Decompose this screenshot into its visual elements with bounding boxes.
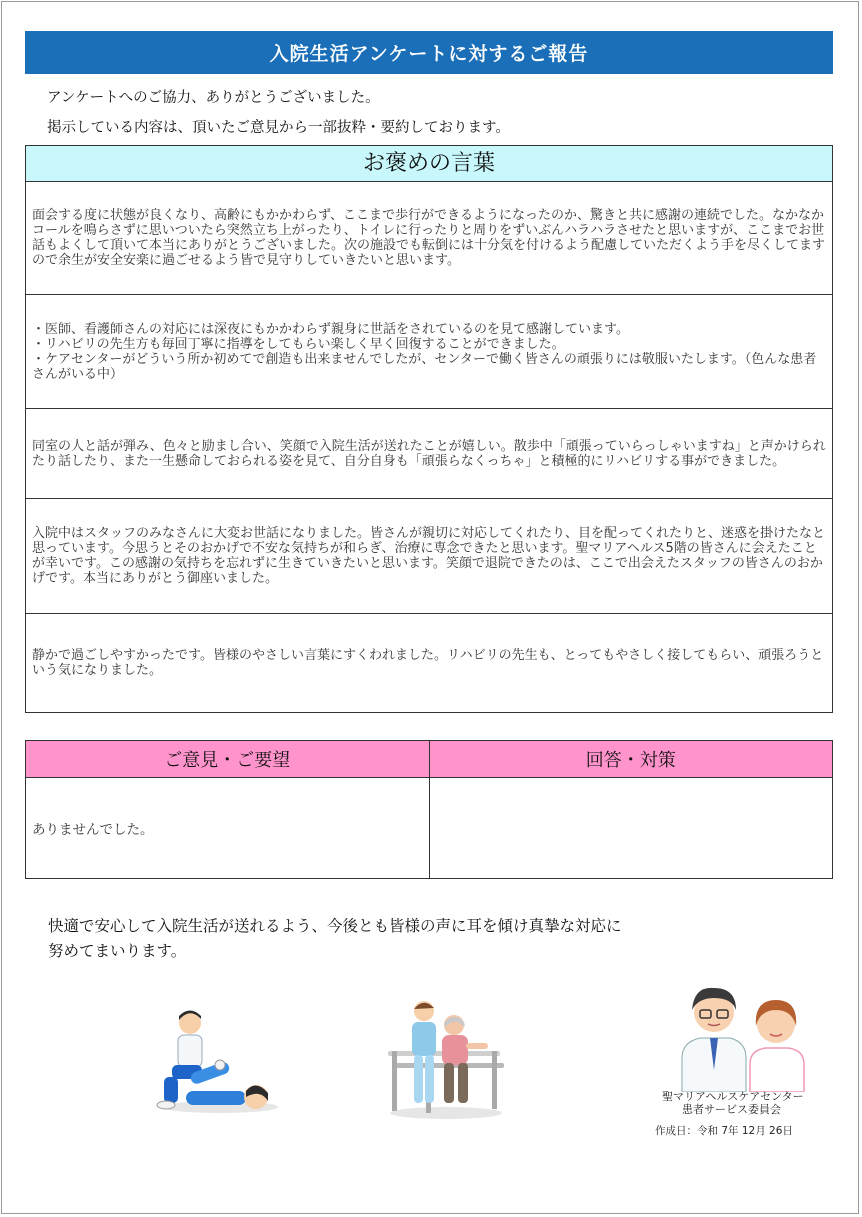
- praise-heading: お褒めの言葉: [26, 146, 833, 182]
- opinion-cell: ありませんでした。: [26, 778, 430, 879]
- created-date: 作成日：令和 7年 12月 26日: [655, 1125, 793, 1137]
- praise-table: [25, 145, 833, 713]
- org-line: 聖マリアヘルスケアセンター: [662, 1090, 804, 1103]
- praise-item: [26, 409, 833, 499]
- praise-item: [26, 499, 833, 614]
- closing-line: 快適で安心して入院生活が送れるよう、今後とも皆様の声に耳を傾け真摯な対応に: [48, 917, 622, 935]
- praise-item-text: ・リハビリの先生方も毎回丁寧に指導をしてもらい楽しく早く回復することができました。: [32, 336, 565, 352]
- intro-note: 掲示している内容は、頂いたご意見から一部抜粋・要約しております。: [47, 120, 510, 136]
- org-line: 患者サービス委員会: [682, 1103, 781, 1116]
- intro-thanks: アンケートへのご協力、ありがとうございました。: [47, 90, 380, 106]
- page-title-banner: 入院生活アンケートに対するご報告: [25, 31, 833, 74]
- praise-item-text: ・医師、看護師さんの対応には深夜にもかかわらず親身に世話をされているのを見て感謝しています。: [32, 321, 629, 337]
- praise-item-text: ・ケアセンターがどういう所か初めてで創造も出来ませんでしたが、センターで働く皆さんの頑張りには敬服いたします。（色んな患者さんがいる中）: [32, 351, 817, 382]
- praise-item-text: 同室の人と話が弾み、色々と励まし合い、笑顔で入院生活が送れたことが嬉しい。散歩中「頑張っていらっしゃいますね」と声かけられたり話したり、また一生懸命しておられる姿を見て、自分自身も「頑張らなくっちゃ」と積極的にリハビリする事ができました。: [32, 438, 826, 469]
- organization-name: [662, 1090, 804, 1116]
- praise-item-text: 静かで過ごしやすかったです。皆様のやさしい言葉にすくわれました。リハビリの先生も、とってもやさしく接してもらい、頑張ろうという気になりました。: [32, 648, 824, 678]
- praise-item: [26, 295, 833, 409]
- closing-line: 努めてまいります。: [48, 942, 187, 960]
- praise-item-text: 面会する度に状態が良くなり、高齢にもかかわらず、ここまで歩行ができるようになったのか、驚きと共に感謝の連続でした。なかなかコールを鳴らさずに思いついたら突然立ち上がったり、トイレに行ったりと周りをずいぶんハラハラさせたと思いますが、ここまでお世話もよくして頂いて本当にありがとうございました。次の施設でも転倒には十分気を付けるよう配慮していただくよう手を尽くしてますので余生が安全安楽に過ごせるよう皆で見守りしていきたいと思います。: [32, 208, 826, 268]
- opinion-heading: ご意見・ご要望: [26, 741, 430, 778]
- praise-item: [26, 614, 833, 713]
- closing-message: [48, 914, 622, 964]
- walking-rehab-illustration: [382, 995, 510, 1123]
- staff-illustration: [680, 980, 808, 1092]
- opinion-table: [25, 740, 833, 879]
- praise-item: [26, 182, 833, 295]
- praise-item-text: 入院中はスタッフのみなさんに大変お世話になりました。皆さんが親切に対応してくれたり、目を配ってくれたりと、迷惑を掛けたなと思っています。今思うとそのおかげで不安な気持ちが和らぎ、治療に専念できたと思います。聖マリアヘルス5階の皆さんに会えたことが幸いです。この感謝の気持ちを忘れずに生きていきたいと思います。笑顔で退院できたのは、ここで出会えたスタッフの皆さんのおかげです。本当にありがとう御座いました。: [32, 526, 826, 586]
- response-heading: 回答・対策: [429, 741, 833, 778]
- response-cell: [429, 778, 833, 879]
- therapy-illustration: [150, 1005, 280, 1117]
